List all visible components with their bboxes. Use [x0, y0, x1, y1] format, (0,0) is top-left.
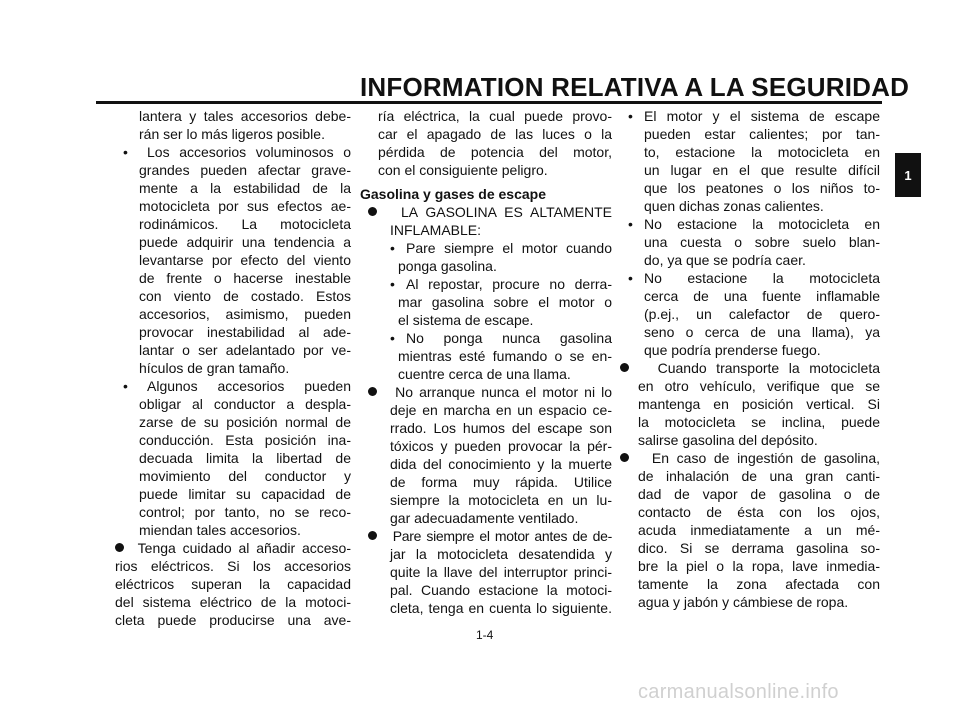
- text-line: del sistema eléctrico de la motoci-: [115, 594, 351, 610]
- text-line: lantera y tales accesorios debe-: [139, 108, 351, 124]
- text-line: quen dichas zonas calientes.: [644, 198, 824, 214]
- list-item: • El motor y el sistema de escape: [628, 108, 880, 124]
- text-line: jar la motocicleta desatendida y: [390, 546, 612, 562]
- bullet-icon: •: [390, 330, 395, 346]
- list-item: En caso de ingestión de gasolina,: [620, 449, 880, 467]
- list-item: LA GASOLINA ES ALTAMENTE: [360, 203, 612, 221]
- text-line: levantarse por efecto del viento: [139, 252, 351, 268]
- text-line: mientras esté fumando o se en-: [398, 348, 612, 364]
- text-line: pueden estar calientes; por tan-: [644, 126, 880, 142]
- list-item: • No ponga nunca gasolina: [390, 330, 612, 346]
- text-line: accesorios, asimismo, pueden: [139, 306, 351, 322]
- text-line: pal. Cuando estacione la motoci-: [390, 582, 612, 598]
- text-line: rodinámicos. La motocicleta: [139, 216, 351, 232]
- text-line: seno o cerca de una llama), ya: [644, 324, 880, 340]
- bullet-dot-icon: [368, 531, 377, 540]
- text-line: gar adecuadamente ventilado.: [390, 510, 579, 526]
- bullet-dot-icon: [620, 363, 629, 372]
- text-line: con el consiguiente peligro.: [378, 162, 548, 178]
- text-line: de forma muy rápida. Utilice: [390, 474, 612, 490]
- text-line: obligar al conductor a despla-: [139, 396, 351, 412]
- list-item: • Los accesorios voluminosos o: [123, 144, 351, 160]
- bullet-dot-icon: [368, 207, 377, 216]
- text-line: mantenga en posición vertical. Si: [638, 396, 880, 412]
- text-line: mar gasolina sobre el motor o: [398, 294, 612, 310]
- list-item: • No estacione la motocicleta en: [628, 216, 880, 232]
- page-title: INFORMATION RELATIVA A LA SEGURIDAD: [360, 71, 910, 102]
- text-line: una cuesta o sobre suelo blan-: [644, 234, 880, 250]
- list-item: Tenga cuidado al añadir acceso-: [115, 539, 351, 557]
- text-line: rán ser lo más ligeros posible.: [139, 126, 325, 142]
- bullet-icon: •: [390, 276, 395, 292]
- text-line: el sistema de escape.: [398, 312, 534, 328]
- text-line: salirse gasolina del depósito.: [638, 432, 818, 448]
- text-column-1: [115, 107, 351, 629]
- list-item: • Algunos accesorios pueden: [123, 378, 351, 394]
- text-line: con viento de costado. Estos: [139, 288, 351, 304]
- text-line: eléctricos superan la capacidad: [115, 576, 351, 592]
- text-line: que podría prenderse fuego.: [644, 342, 821, 358]
- text-line: pérdida de potencia del motor,: [378, 144, 612, 160]
- text-line: agua y jabón y cámbiese de ropa.: [638, 594, 849, 610]
- text-column-2: [360, 107, 612, 617]
- bullet-icon: •: [123, 378, 128, 394]
- text-line: rios eléctricos. Si los accesorios: [115, 558, 351, 574]
- bullet-dot-icon: [368, 387, 377, 396]
- text-line: un lugar en el que resulte difícil: [644, 162, 880, 178]
- text-line: rrado. Los humos del escape son: [390, 420, 612, 436]
- text-line: tamente la zona afectada con: [638, 576, 880, 592]
- text-line: conducción. Esta posición ina-: [139, 432, 351, 448]
- list-item: Cuando transporte la motocicleta: [620, 359, 880, 377]
- text-line: de inhalación de una gran canti-: [638, 468, 880, 484]
- text-line: cleta puede producirse una ave-: [115, 612, 351, 628]
- text-line: deje en marcha en un espacio ce-: [390, 402, 612, 418]
- bullet-icon: •: [628, 108, 633, 124]
- page-number: 1-4: [476, 628, 494, 642]
- text-line: cerca de una fuente inflamable: [644, 288, 880, 304]
- list-item: • Pare siempre el motor cuando: [390, 240, 612, 256]
- bullet-dot-icon: [620, 453, 629, 462]
- text-line: movimiento del conductor y: [139, 468, 351, 484]
- text-line: mente a la estabilidad de la: [139, 180, 351, 196]
- text-line: puede adquirir una tendencia a: [139, 234, 351, 250]
- text-line: to, estacione la motocicleta en: [644, 144, 880, 160]
- text-line: ría eléctrica, la cual puede provo-: [378, 108, 612, 124]
- bullet-icon: •: [628, 216, 633, 232]
- text-line: la motocicleta se inclina, puede: [638, 414, 880, 430]
- list-item: Pare siempre el motor antes de de-: [360, 527, 612, 545]
- text-line: do, ya que se podría caer.: [644, 252, 806, 268]
- text-line: de frente o hacerse inestable: [139, 270, 351, 286]
- section-heading: Gasolina y gases de escape: [360, 186, 546, 202]
- text-line: decuada limita la libertad de: [139, 450, 351, 466]
- text-line: cuentre cerca de una llama.: [398, 366, 571, 382]
- bullet-dot-icon: [115, 543, 124, 552]
- list-item: • No estacione la motocicleta: [628, 270, 880, 286]
- text-line: provocar inestabilidad al ade-: [139, 324, 351, 340]
- text-line: ponga gasolina.: [398, 258, 497, 274]
- text-line: acuda inmediatamente a un mé-: [638, 522, 880, 538]
- text-line: lantar o ser adelantado por ve-: [139, 342, 351, 358]
- bullet-icon: •: [628, 270, 633, 286]
- text-line: dad de vapor de gasolina o de: [638, 486, 880, 502]
- text-line: hículos de gran tamaño.: [139, 360, 290, 376]
- text-line: dico. Si se derrama gasolina so-: [638, 540, 880, 556]
- text-line: zarse de su posición normal de: [139, 414, 351, 430]
- text-line: tóxicos y pueden provocar la pér-: [390, 438, 612, 454]
- watermark: carmanualsonline.info: [638, 681, 839, 703]
- text-line: siempre la motocicleta en un lu-: [390, 492, 612, 508]
- text-line: quite la llave del interruptor princi-: [390, 564, 612, 580]
- text-line: motocicleta por sus efectos ae-: [139, 198, 351, 214]
- text-line: en otro vehículo, verifique que se: [638, 378, 880, 394]
- text-line: grandes pueden afectar grave-: [139, 162, 351, 178]
- bullet-icon: •: [390, 240, 395, 256]
- text-line: puede limitar su capacidad de: [139, 486, 351, 502]
- text-line: bre la piel o la ropa, lave inmedia-: [638, 558, 880, 574]
- text-line: cleta, tenga en cuenta lo siguiente.: [390, 600, 612, 616]
- text-line: dida del conocimiento y la muerte: [390, 456, 612, 472]
- text-line: (p.ej., un calefactor de quero-: [644, 306, 880, 322]
- list-item: No arranque nunca el motor ni lo: [360, 383, 612, 401]
- text-line: car el apagado de las luces o la: [378, 126, 612, 142]
- section-header: [352, 71, 910, 102]
- text-line: contacto de ésta con los ojos,: [638, 504, 880, 520]
- text-line: INFLAMABLE:: [390, 222, 482, 238]
- text-line: miendan tales accesorios.: [139, 522, 301, 538]
- bullet-icon: •: [123, 144, 128, 160]
- chapter-tab: 1: [895, 153, 921, 197]
- text-line: que los peatones o los niños to-: [644, 180, 880, 196]
- text-line: control; por tanto, no se reco-: [139, 504, 351, 520]
- text-column-3: [620, 107, 880, 611]
- header-rule: [96, 101, 882, 104]
- list-item: • Al repostar, procure no derra-: [390, 276, 612, 292]
